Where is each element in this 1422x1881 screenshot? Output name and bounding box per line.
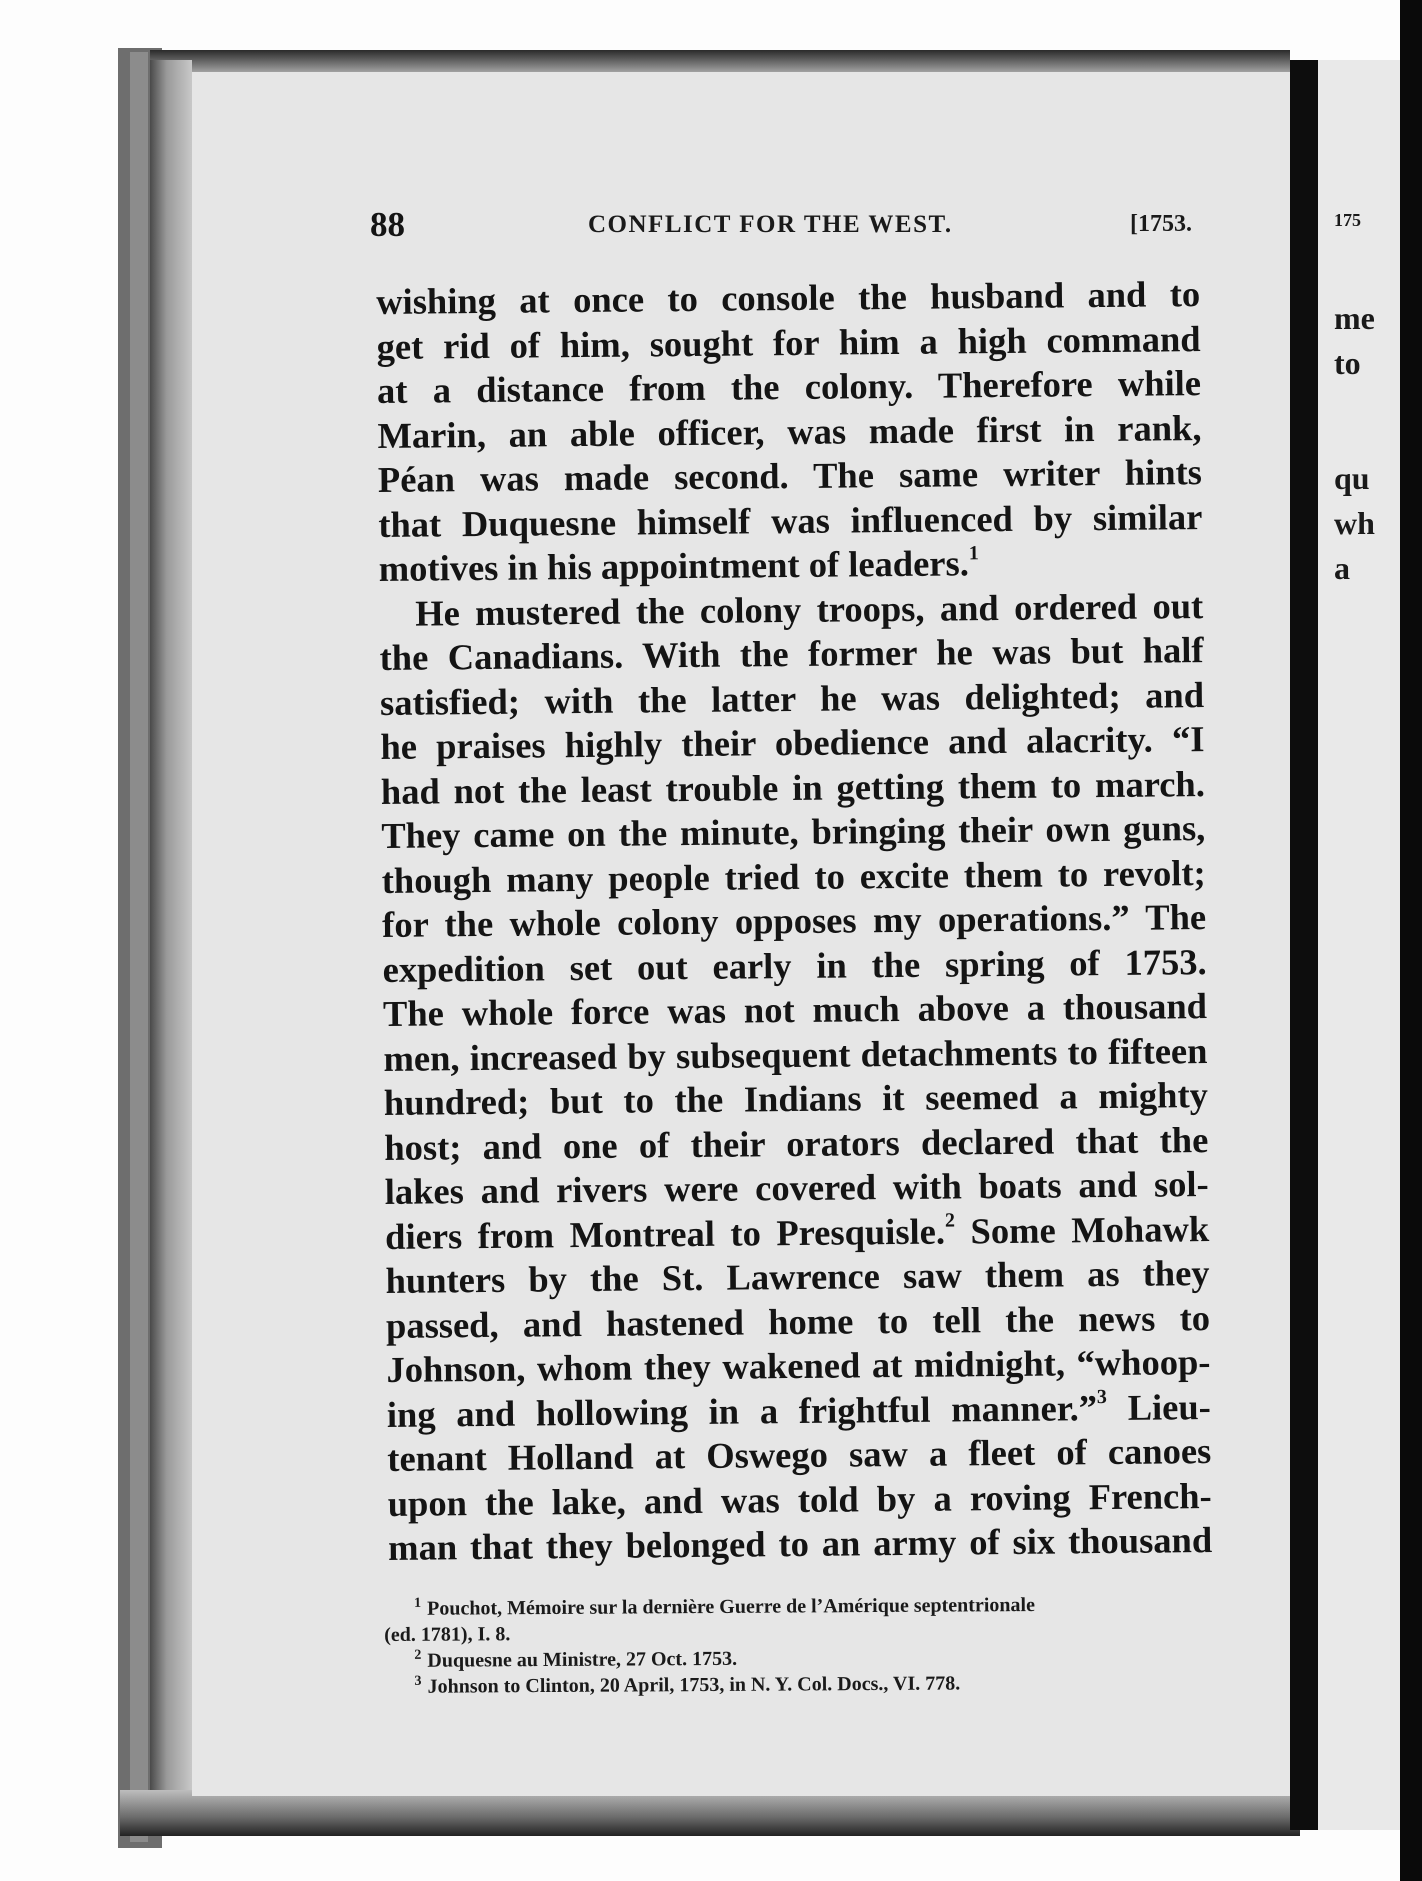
text-line: They came on the minute, bringing their own guns, [381,807,1206,856]
text-line: lakes and rivers were covered with boats and sol- [384,1163,1209,1212]
footnote-text: Duquesne au Ministre, 27 Oct. 1753. [427,1647,738,1672]
footnote-ref: 3 [1096,1386,1108,1409]
text-line: wishing at once to console the husband and to [376,273,1201,322]
text-line: the Canadians. With the former he was but half [379,629,1204,678]
text-line: The whole force was not much above a thousand [382,985,1208,1034]
footnote-ref: 1 [968,542,979,565]
body-text [376,272,1212,1570]
text-fragment: Some Mohawk [954,1207,1210,1251]
scan-right-border [1400,0,1422,1881]
running-title: CONFLICT FOR THE WEST. [588,211,953,238]
footnote-continuation: (ed. 1781), I. 8. [384,1623,511,1646]
footnote-text: Johnson to Clinton, 20 April, 1753, in N. Y. Col. Docs., VI. 778. [427,1672,961,1698]
footnotes [384,1591,1215,1700]
footnote-ref: 2 [944,1209,956,1232]
facing-page-line: qu [1334,460,1370,496]
paragraph [376,272,1203,591]
running-year: [1753. [1130,211,1192,237]
text-fragment: Lieu- [1106,1385,1212,1428]
text-line [387,1385,1211,1437]
footnote-mark: 2 [414,1648,422,1664]
text-line: tenant Holland at Oswego saw a fleet of canoes [387,1430,1212,1479]
text-fragment: diers from Montreal to Presquisle. [384,1210,946,1257]
text-fragment: motives in his appointment of leaders. [378,542,970,589]
text-line: Péan was made second. The same writer hints [377,451,1203,500]
text-line: host; and one of their orators declared that the [384,1118,1209,1168]
footnote [384,1669,1214,1700]
facing-page-line: to [1334,345,1361,381]
text-line: hundred; but to the Indians it seemed a mighty [383,1074,1209,1123]
text-line: though many people tried to excite them to revolt; [381,851,1206,901]
text-line: for the whole colony opposes my operations.” The [381,896,1207,945]
text-line: hunters by the St. Lawrence saw them as they [385,1252,1210,1301]
text-line [385,1207,1209,1259]
text-line: expedition set out early in the spring of 1753. [382,940,1207,990]
text-line: had not the least trouble in getting them to march. [380,762,1206,812]
text-line: upon the lake, and was told by a roving French- [387,1474,1212,1524]
running-head [370,205,1210,255]
text-line: at a distance from the colony. Therefore while [376,362,1202,411]
book-edge-mid [130,52,148,1842]
text-fragment: ing and hollowing in a frightful manner.” [386,1386,1098,1435]
text-line: satisfied; with the latter he was delighted; and [379,673,1205,723]
text-line: Marin, an able officer, was made first in rank, [377,406,1202,456]
text-line: man that they belonged to an army of six thousand [387,1519,1213,1568]
text-line: passed, and hastened home to tell the news to [385,1296,1211,1346]
text-line: He mustered the colony troops, and ordered out [414,584,1204,634]
text-line: get rid of him, sought for him a high command [376,317,1201,367]
text-line: Johnson, whom they wakened at midnight, “whoop- [386,1341,1211,1390]
book-page-edges [150,60,192,1830]
facing-page-line: a [1334,550,1350,586]
text-line [379,539,1203,591]
book-gutter [1290,60,1318,1830]
book-bottom-edge [120,1790,1300,1836]
page-number: 88 [370,205,405,244]
paragraph [379,584,1212,1571]
footnote-text: Pouchot, Mémoire sur la dernière Guerre de l’Amérique septentrionale [427,1594,1035,1620]
footnote-mark: 1 [414,1596,422,1612]
facing-page-line: wh [1334,505,1375,541]
text-line: that Duquesne himself was influenced by similar [378,495,1203,545]
facing-page-line: me [1334,300,1375,336]
facing-page-head: 175 [1334,210,1361,230]
text-line: men, increased by subsequent detachments to fifteen [383,1029,1208,1079]
text-line: he praises highly their obedience and alacrity. “I [380,718,1205,767]
footnote-mark: 3 [414,1674,422,1690]
